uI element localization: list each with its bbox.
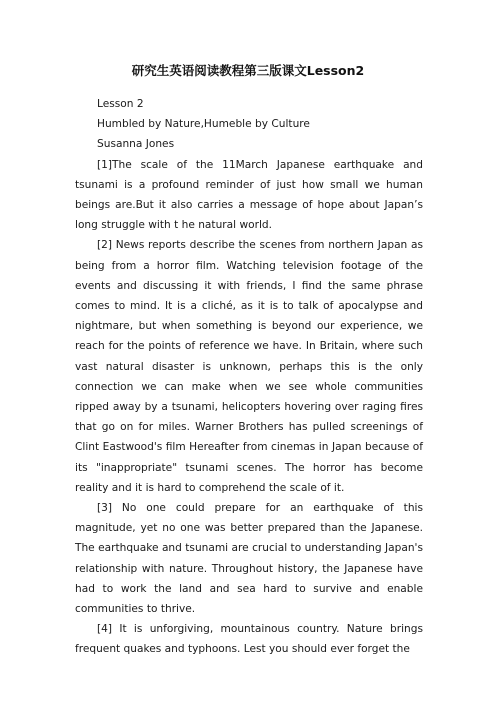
document-title: 研究生英语阅读教程第三版课文Lesson2 — [131, 63, 365, 78]
paragraph-2: [2] News reports describe the scenes from northern Japan as being from a horror film. Watching television footage of the events and discussing it with friends, I find the same phrase comes to mind. It is a cliché, as it is to talk of apocalypse and nightmare, but when something is beyond our experience, we reach for the points of reference we have. In Britain, where such vast natural disaster is unknown, perhaps this is the only connection we can make when we see whole communities ripped away by a tsunami, helicopters hovering over raging fires that go on for miles. Warner Brothers has pulled screenings of Clint Eastwood's film Hereafter from cinemas in Japan because of its "inappropriate" tsunami scenes. The horror has become reality and it is hard to comprehend the scale of it. — [75, 239, 423, 494]
lesson-label: Lesson 2 — [97, 98, 144, 110]
author-name: Susanna Jones — [97, 138, 175, 151]
paragraph-1: [1]The scale of the 11March Japanese earthquake and tsunami is a profound reminder of just how small we human beings are.But it also carries a message of hope about Japan’s long struggle with t he natural world. — [75, 158, 423, 232]
lesson-subtitle: Humbled by Nature,Humeble by Culture — [97, 118, 310, 131]
document-body — [75, 94, 423, 660]
paragraph-4: [4] It is unforgiving, mountainous country. Nature brings frequent quakes and typhoons. Lest you should ever forget the — [75, 623, 423, 656]
paragraph-3: [3] No one could prepare for an earthquake of this magnitude, yet no one was better prepared than the Japanese. The earthquake and tsunami are crucial to understanding Japan's relationship with nature. Throughout history, the Japanese have had to work the land and sea hard to survive and enable communities to thrive. — [75, 502, 423, 616]
